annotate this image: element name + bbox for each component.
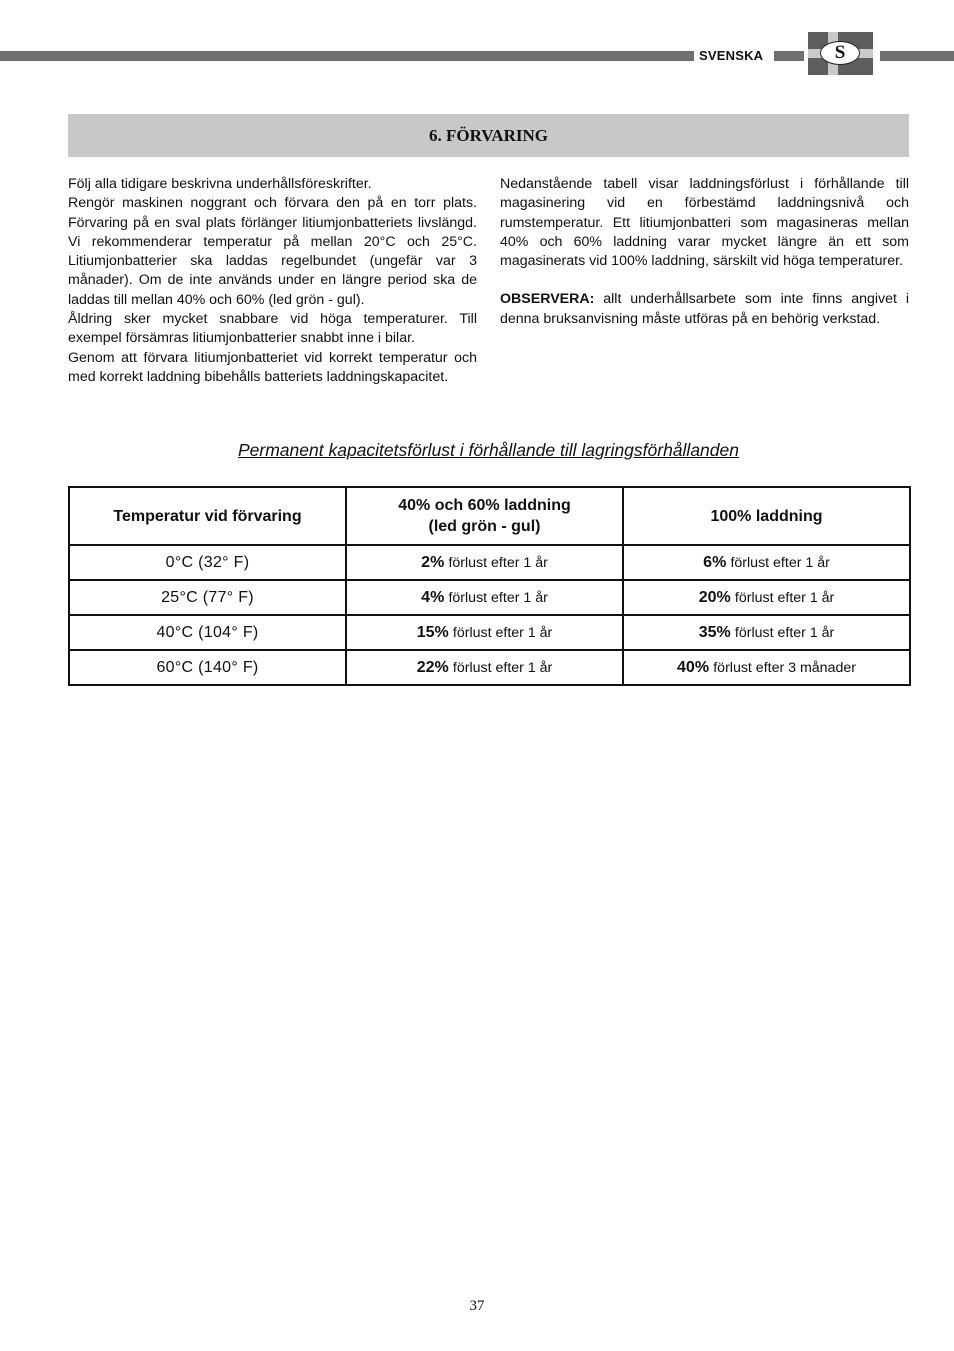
partial-charge-cell bbox=[346, 580, 623, 615]
loss-percent: 22% bbox=[416, 658, 449, 676]
header-rule-right bbox=[880, 51, 954, 61]
header-partial-charge-line2: (led grön - gul) bbox=[428, 518, 541, 535]
loss-note: förlust efter 1 år bbox=[448, 554, 548, 571]
header-temperature: Temperatur vid förvaring bbox=[69, 487, 346, 545]
table-row bbox=[69, 650, 910, 685]
paragraph: Följ alla tidigare beskrivna underhållsföreskrifter. bbox=[68, 176, 372, 192]
right-text-column bbox=[500, 175, 909, 329]
table-row bbox=[69, 615, 910, 650]
paragraph: Genom att förvara litiumjonbatteriet vid korrekt temperatur och med korrekt laddning bibehålls batteriets laddningskapacitet. bbox=[68, 349, 477, 385]
header-rule-left bbox=[0, 51, 694, 61]
loss-note: förlust efter 1 år bbox=[452, 624, 553, 641]
header-partial-charge bbox=[346, 487, 623, 545]
loss-percent: 40% bbox=[677, 658, 710, 676]
section-title: 6. FÖRVARING bbox=[68, 114, 909, 157]
observe-label: OBSERVERA: bbox=[500, 291, 595, 308]
table-row bbox=[69, 580, 910, 615]
capacity-loss-table bbox=[68, 486, 911, 686]
paragraph: Rengör maskinen noggrant och förvara den på en torr plats. Förvaring på en sval plats förlänger litiumjonbatteriets livslängd. Vi rekommenderar temperatur på mellan 20°C och 25°C. Litiumjonbatterier ska laddas regelbundet (ungefär var 3 månader). Om de inte används under en längre period ska de laddas till mellan 40% och 60% (led grön - gul). bbox=[68, 195, 477, 308]
full-charge-cell bbox=[623, 580, 910, 615]
language-flag-badge bbox=[808, 32, 873, 75]
language-label: SVENSKA bbox=[699, 48, 764, 63]
table-row bbox=[69, 545, 910, 580]
full-charge-cell bbox=[623, 615, 910, 650]
loss-percent: 35% bbox=[698, 623, 731, 641]
loss-note: förlust efter 1 år bbox=[734, 589, 835, 606]
partial-charge-cell bbox=[346, 650, 623, 685]
header-full-charge: 100% laddning bbox=[623, 487, 910, 545]
header-rule-middle bbox=[774, 51, 804, 61]
loss-note: förlust efter 3 månader bbox=[713, 659, 856, 676]
paragraph: Åldring sker mycket snabbare vid höga temperaturer. Till exempel försämras litiumjonbatterier snabbt inne i bilar. bbox=[68, 311, 477, 347]
loss-note: förlust efter 1 år bbox=[452, 659, 553, 676]
left-text-column bbox=[68, 175, 477, 387]
table-caption: Permanent kapacitetsförlust i förhållande till lagringsförhållanden bbox=[238, 440, 739, 460]
table-header-row bbox=[69, 487, 910, 545]
loss-percent: 20% bbox=[698, 588, 731, 606]
loss-note: förlust efter 1 år bbox=[730, 554, 830, 571]
partial-charge-cell bbox=[346, 615, 623, 650]
loss-percent: 4% bbox=[421, 588, 445, 606]
language-letter-oval: S bbox=[820, 41, 860, 65]
paragraph: Nedanstående tabell visar laddningsförlust i förhållande till magasinering vid en förbestämd laddningsnivå och rumstemperatur. Ett litiumjonbatteri som magasineras mellan 40% och 60% laddning varar mycket längre än ett som magasinerats vid 100% laddning, särskilt vid höga temperaturer. bbox=[500, 176, 909, 270]
loss-percent: 2% bbox=[421, 553, 445, 571]
page-number: 37 bbox=[469, 1298, 485, 1314]
observe-text: allt underhållsarbete som inte finns angivet i denna bruksanvisning måste utföras på en behörig verkstad. bbox=[500, 291, 909, 327]
full-charge-cell bbox=[623, 545, 910, 580]
loss-percent: 15% bbox=[416, 623, 449, 641]
loss-note: förlust efter 1 år bbox=[448, 589, 548, 606]
observe-note bbox=[500, 290, 909, 329]
full-charge-cell bbox=[623, 650, 910, 685]
temperature-cell: 60°C (140° F) bbox=[69, 650, 346, 685]
temperature-cell: 40°C (104° F) bbox=[69, 615, 346, 650]
loss-note: förlust efter 1 år bbox=[734, 624, 835, 641]
temperature-cell: 25°C (77° F) bbox=[69, 580, 346, 615]
temperature-cell: 0°C (32° F) bbox=[69, 545, 346, 580]
loss-percent: 6% bbox=[703, 553, 727, 571]
header-partial-charge-line1: 40% och 60% laddning bbox=[398, 497, 571, 514]
partial-charge-cell bbox=[346, 545, 623, 580]
